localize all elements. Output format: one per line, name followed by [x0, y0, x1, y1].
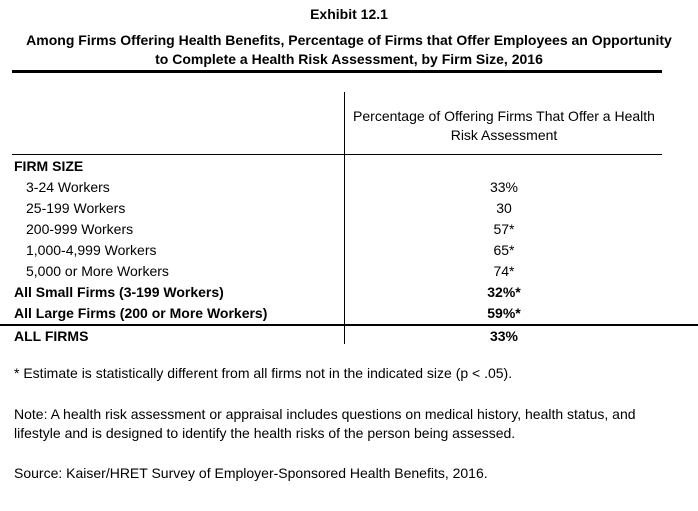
row-label: 200-999 Workers	[26, 221, 134, 237]
row-label: All Small Firms (3-199 Workers)	[14, 284, 224, 300]
table-body	[0, 156, 698, 347]
row-label: 5,000 or More Workers	[26, 263, 169, 279]
table-row	[0, 303, 698, 324]
table-row	[0, 198, 698, 219]
title-rule	[12, 70, 662, 73]
row-label: ALL FIRMS	[14, 328, 89, 344]
row-value: 65*	[493, 242, 515, 258]
row-label: 25-199 Workers	[26, 200, 126, 216]
header-rule	[12, 154, 662, 155]
table-row	[0, 219, 698, 240]
row-value: 59%*	[487, 305, 521, 321]
table-title: Among Firms Offering Health Benefits, Percentage of Firms that Offer Employees an Opportunity to Complete a Health Risk Assessment, by Firm Size, 2016	[26, 32, 672, 67]
row-value: 32%*	[487, 284, 521, 300]
row-label: 3-24 Workers	[26, 179, 110, 195]
note-text: Note: A health risk assessment or appraisal includes questions on medical history, health status, and lifestyle and is designed to identify the health risks of the person being assessed.	[14, 406, 636, 441]
row-value: 57*	[493, 221, 515, 237]
table-row	[0, 156, 698, 177]
row-value: 30	[496, 200, 512, 216]
table-row	[0, 261, 698, 282]
footnote: * Estimate is statistically different from all firms not in the indicated size (p < .05).	[14, 365, 513, 381]
row-label: FIRM SIZE	[14, 158, 84, 174]
row-value: 74*	[493, 263, 515, 279]
row-label: 1,000-4,999 Workers	[26, 242, 157, 258]
row-label: All Large Firms (200 or More Workers)	[14, 305, 268, 321]
row-value: 33%	[489, 328, 519, 344]
table-row	[0, 324, 698, 347]
exhibit-label: Exhibit 12.1	[310, 6, 388, 22]
table-row	[0, 240, 698, 261]
column-header: Percentage of Offering Firms That Offer a Health Risk Assessment	[353, 108, 655, 143]
row-value: 33%	[489, 179, 519, 195]
source-text: Source: Kaiser/HRET Survey of Employer-Sponsored Health Benefits, 2016.	[14, 465, 488, 481]
table-row	[0, 282, 698, 303]
table-row	[0, 177, 698, 198]
